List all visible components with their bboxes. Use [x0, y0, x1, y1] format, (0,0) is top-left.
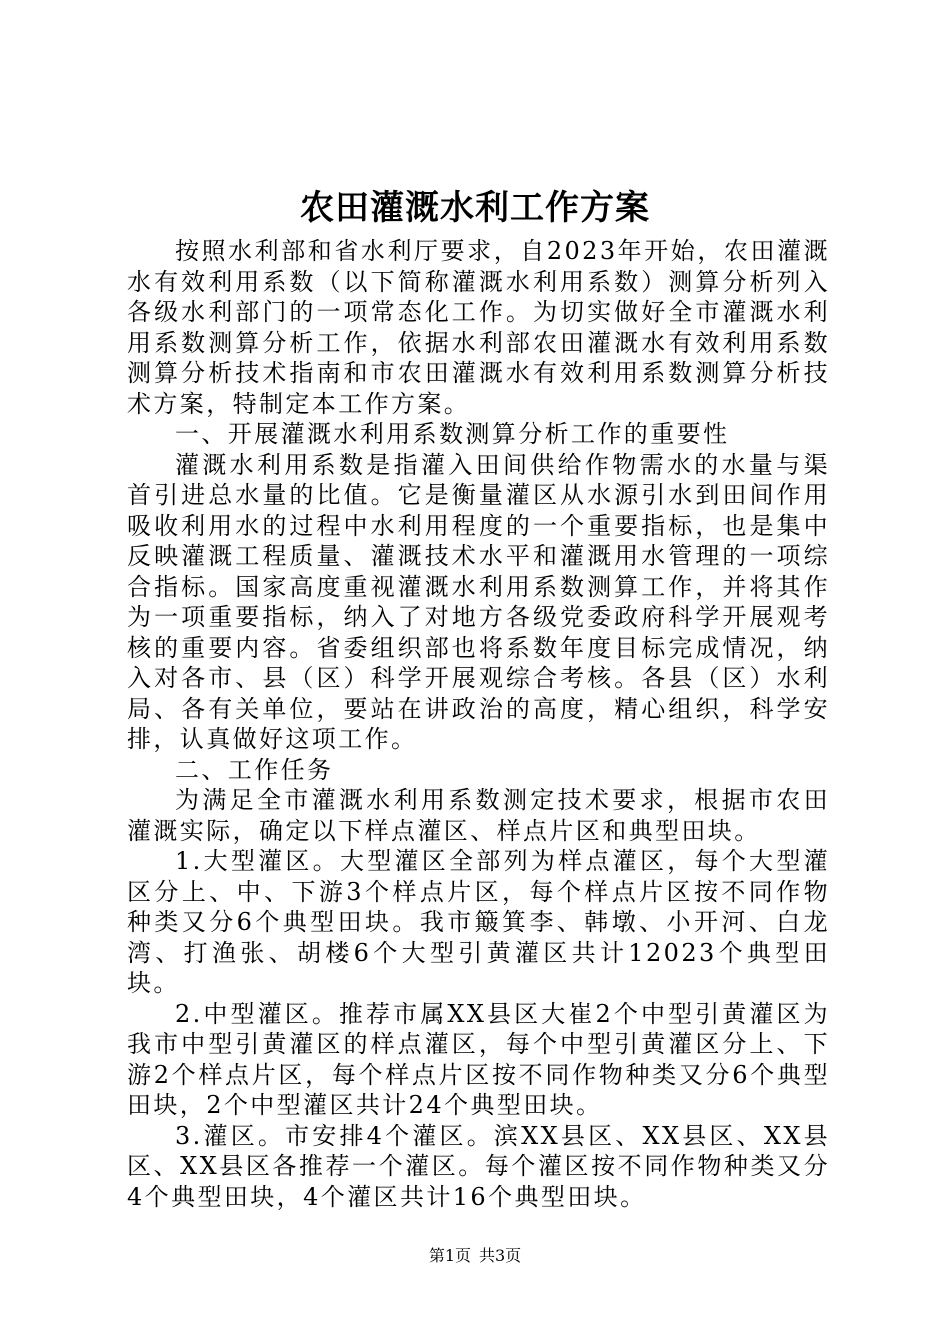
section-heading-importance: 一、开展灌溉水利用系数测算分析工作的重要性 — [175, 420, 730, 448]
section-heading-tasks: 二、工作任务 — [175, 755, 334, 784]
paragraph-intro: 按照水利部和省水利厅要求，自2023年开始，农田灌溉水有效利用系数（以下简称灌溉水利用系数）测算分析列入各级水利部门的一项常态化工作。为切实做好全市灌溉水利用系数测算分析工作，依据水利部农田灌溉水有效利用系数测算分析技术指南和市农田灌溉水有效利用系数测算分析技术方案，特制定本工作方案。 — [127, 237, 830, 418]
paragraph-tasks-intro: 为满足全市灌溉水利用系数测定技术要求，根据市农田灌溉实际，确定以下样点灌区、样点片区和典型田块。 — [127, 786, 830, 845]
paragraph-small-irrigation: 3.灌区。市安排4个灌区。滨XX县区、XX县区、XX县区、XX县区各推荐一个灌区。每个灌区按不同作物种类又分4个典型田块，4个灌区共计16个典型田块。 — [127, 1121, 830, 1211]
paragraph-large-irrigation: 1.大型灌区。大型灌区全部列为样点灌区，每个大型灌区分上、中、下游3个样点片区，每个样点片区按不同作物种类又分6个典型田块。我市簸箕李、韩墩、小开河、白龙湾、打渔张、胡楼6个大型引黄灌区共计12023个典型田块。 — [127, 847, 830, 997]
page-number: 第1页 — [428, 1246, 471, 1265]
page-total: 共3页 — [479, 1246, 522, 1265]
paragraph-medium-irrigation: 2.中型灌区。推荐市属XX县区大崔2个中型引黄灌区为我市中型引黄灌区的样点灌区，每个中型引黄灌区分上、下游2个样点片区，每个样点片区按不同作物种类又分6个典型田块，2个中型灌区共计24个典型田块。 — [127, 999, 830, 1119]
document-title: 农田灌溉水利工作方案 — [300, 188, 650, 228]
document-body — [127, 236, 830, 1212]
page-footer — [0, 1245, 950, 1267]
paragraph-importance: 灌溉水利用系数是指灌入田间供给作物需水的水量与渠首引进总水量的比值。它是衡量灌区从水源引水到田间作用吸收利用水的过程中水利用程度的一个重要指标，也是集中反映灌溉工程质量、灌溉技术水平和灌溉用水管理的一项综合指标。国家高度重视灌溉水利用系数测算工作，并将其作为一项重要指标，纳入了对地方各级党委政府科学开展观考核的重要内容。省委组织部也将系数年度目标完成情况，纳入对各市、县（区）科学开展观综合考核。各县（区）水利局、各有关单位，要站在讲政治的高度，精心组织，科学安排，认真做好这项工作。 — [127, 450, 830, 753]
